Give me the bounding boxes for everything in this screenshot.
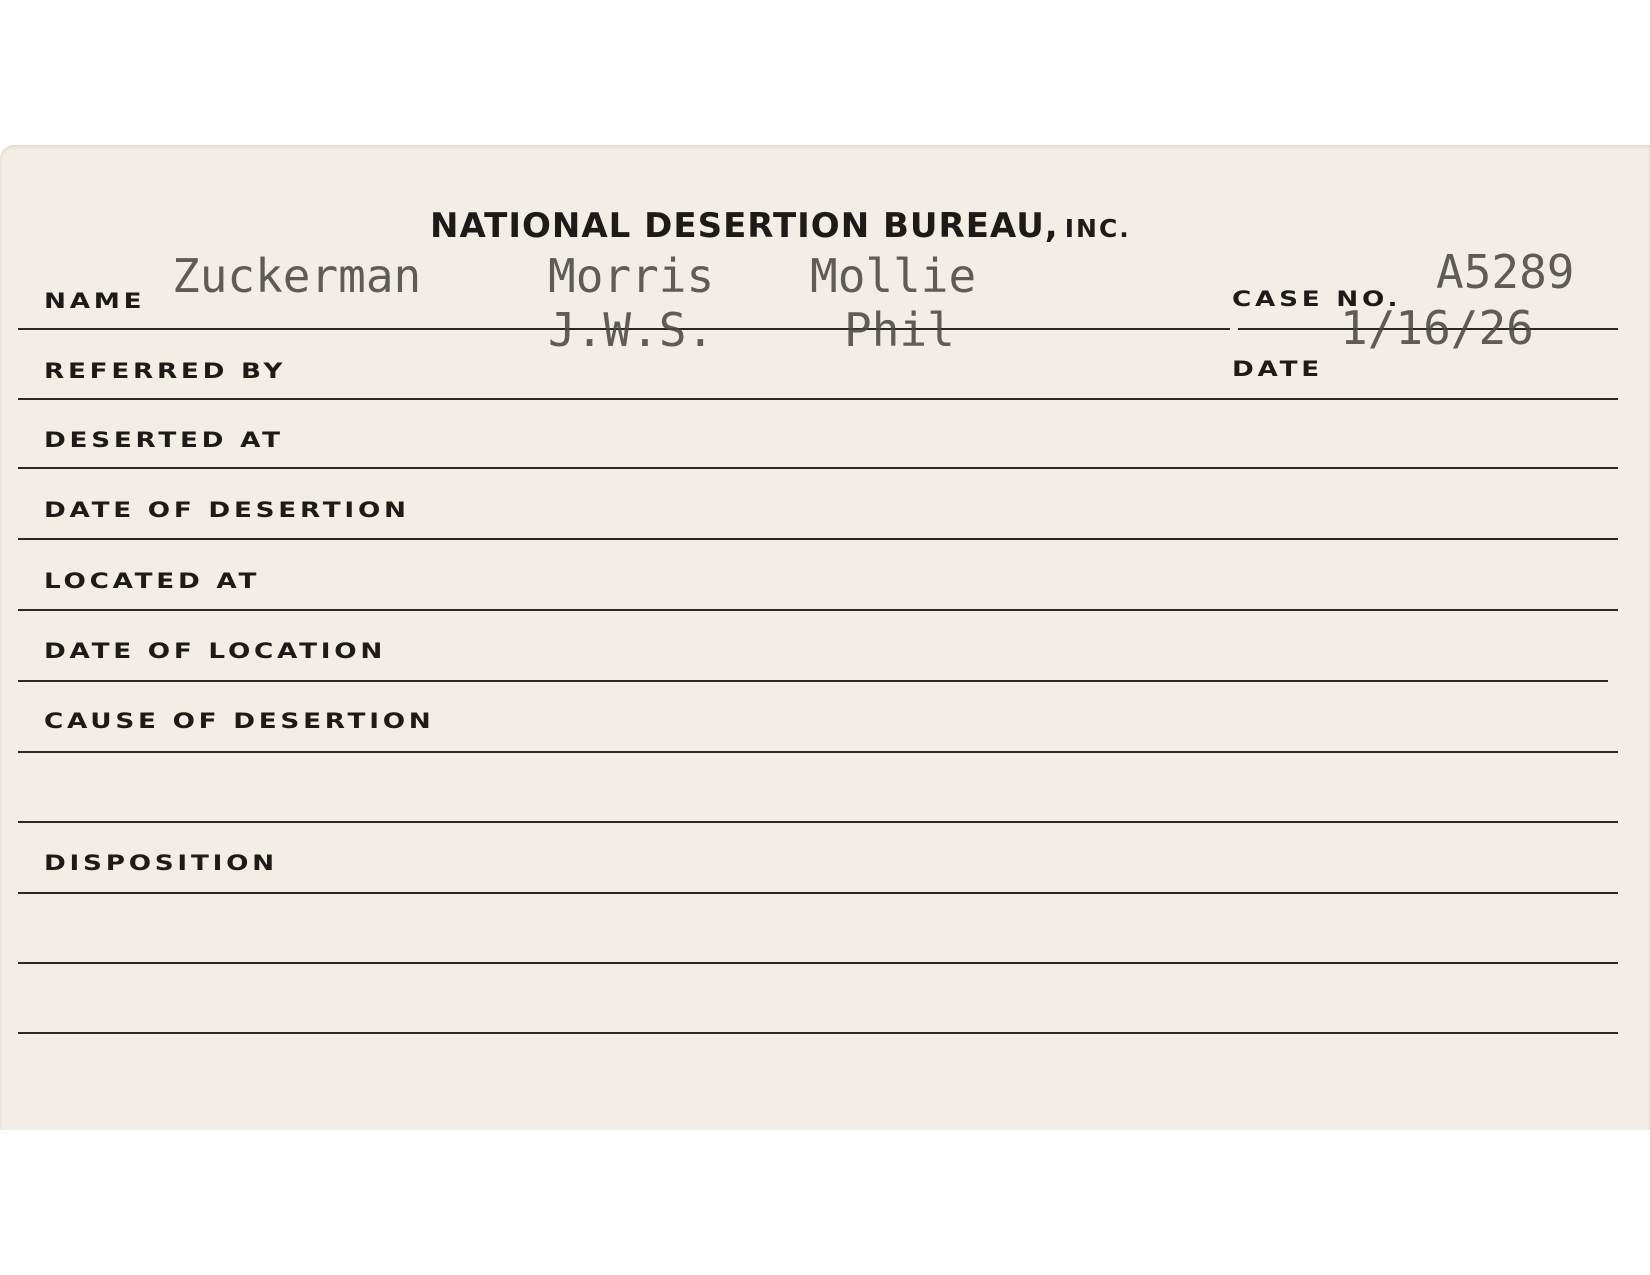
date-of-desertion-label: DATE OF DESERTION [44,498,410,522]
referred-name-value: Phil [844,303,955,357]
bureau-name: NATIONAL DESERTION BUREAU, [430,206,1059,246]
cause-continuation-line [18,821,1618,823]
bureau-suffix: INC. [1064,214,1131,243]
located-at-line [18,609,1618,611]
cause-of-desertion-line [18,751,1618,753]
name-husband: Morris [548,249,715,303]
bureau-title [430,206,1131,246]
deserted-at-line [18,467,1618,469]
date-of-desertion-line [18,538,1618,540]
case-no-value: A5289 [1436,245,1575,299]
name-wife: Mollie [810,249,977,303]
date-label: DATE [1232,357,1323,381]
located-at-label: LOCATED AT [44,569,261,593]
date-value: 1/16/26 [1340,301,1534,355]
cause-of-desertion-label: CAUSE OF DESERTION [44,709,435,733]
referred-by-label: REFERRED BY [44,359,287,383]
date-of-location-label: DATE OF LOCATION [44,639,387,663]
referred-by-line [18,398,1618,400]
case-no-label: CASE NO. [1232,287,1402,311]
index-card [0,145,1650,1130]
disposition-line-3 [18,1032,1618,1034]
name-label: NAME [44,289,146,313]
disposition-line-2 [18,962,1618,964]
disposition-line [18,892,1618,894]
date-of-location-line [18,680,1608,682]
referred-by-value: J.W.S. [548,303,715,357]
deserted-at-label: DESERTED AT [44,428,284,452]
disposition-label: DISPOSITION [44,851,278,875]
name-surname: Zuckerman [172,249,422,303]
